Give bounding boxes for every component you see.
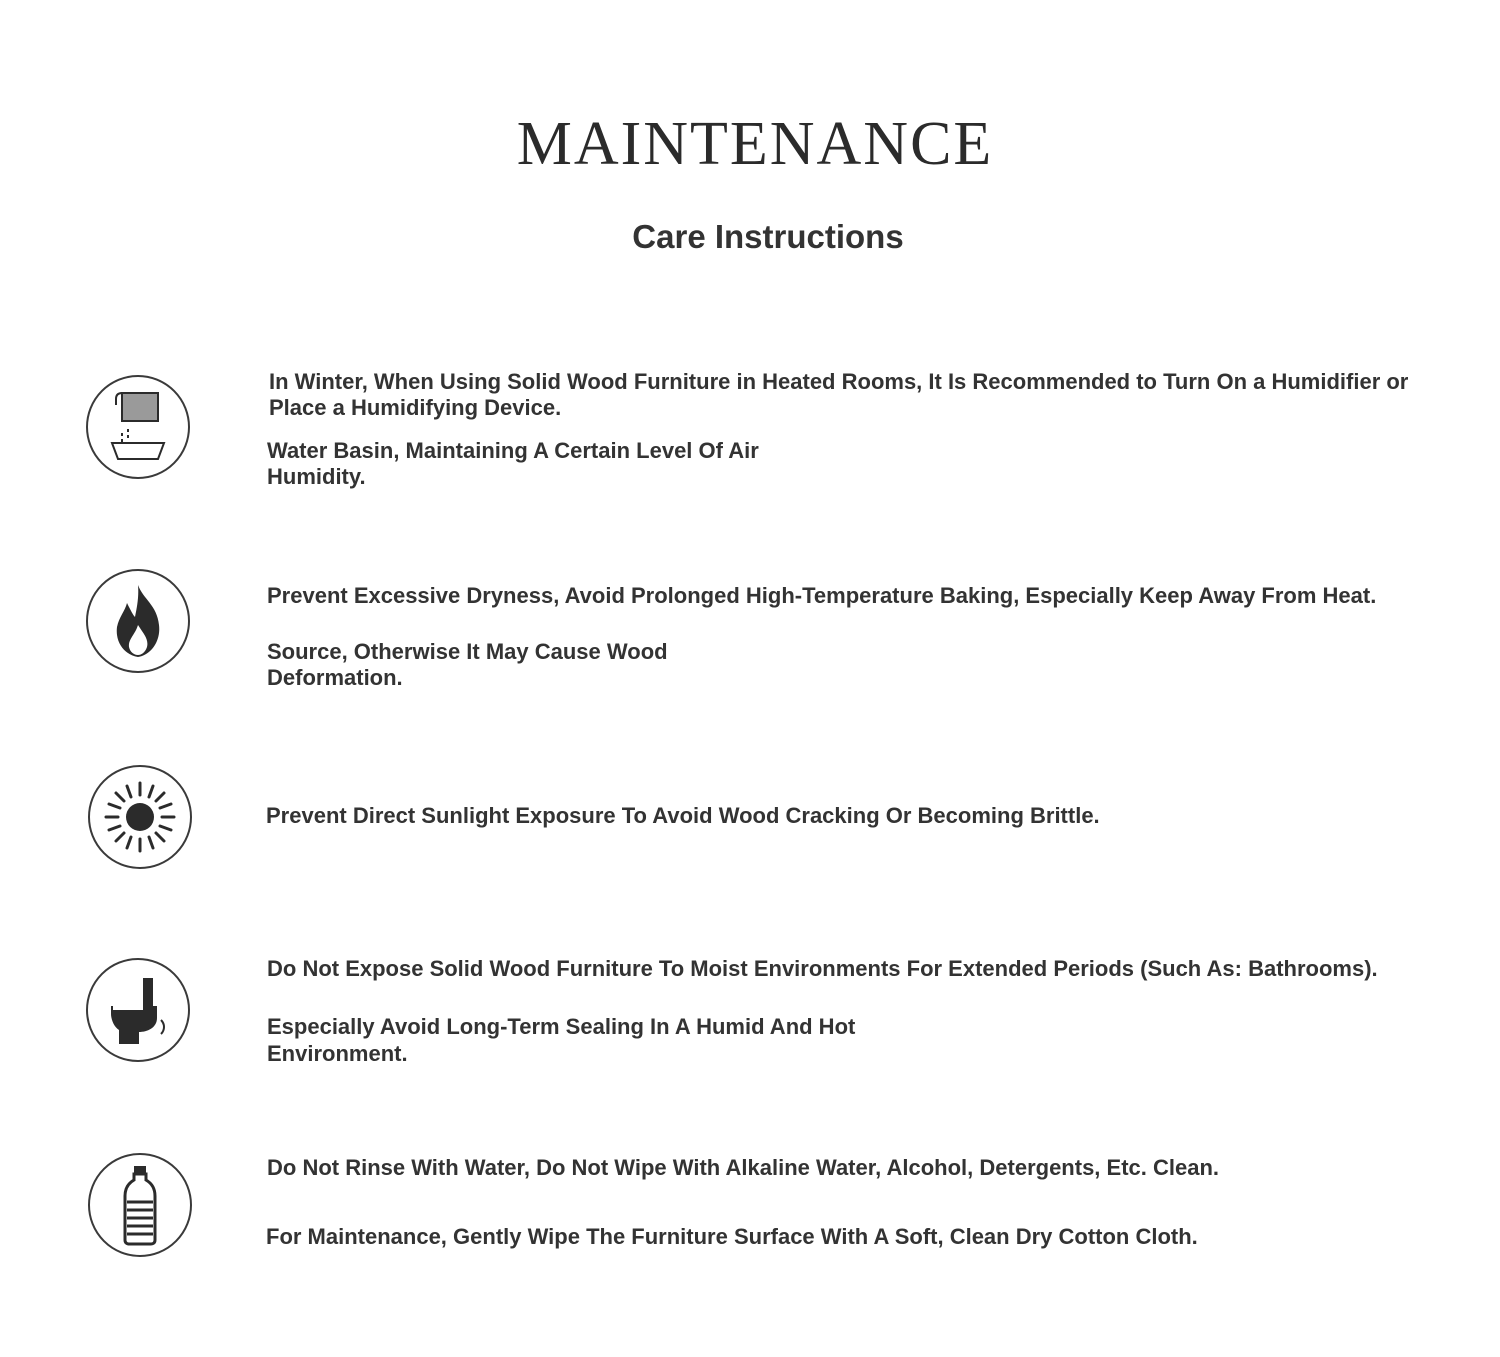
care-instructions-subtitle: Care Instructions — [632, 218, 904, 255]
toilet-icon — [86, 958, 190, 1062]
item-line: Water Basin, Maintaining A Certain Level Of Air — [267, 438, 759, 463]
item-line: In Winter, When Using Solid Wood Furniture in Heated Rooms, It Is Recommended to Turn On a Humidifier or — [269, 369, 1409, 394]
item-line: Environment. — [267, 1041, 408, 1066]
humidifier-icon — [86, 375, 190, 479]
item-line: Place a Humidifying Device. — [269, 395, 562, 420]
item-line: Do Not Rinse With Water, Do Not Wipe With Alkaline Water, Alcohol, Detergents, Etc. Clean. — [267, 1155, 1220, 1180]
item-line: Humidity. — [267, 464, 366, 489]
sun-icon — [88, 765, 192, 869]
item-line: Prevent Excessive Dryness, Avoid Prolonged High-Temperature Baking, Especially Keep Away From Heat. — [267, 583, 1377, 608]
item-line: For Maintenance, Gently Wipe The Furniture Surface With A Soft, Clean Dry Cotton Cloth. — [266, 1224, 1198, 1249]
item-line: Especially Avoid Long-Term Sealing In A Humid And Hot — [267, 1014, 856, 1039]
bottle-icon — [88, 1153, 192, 1257]
item-line: Do Not Expose Solid Wood Furniture To Moist Environments For Extended Periods (Such As: Bathrooms). — [267, 956, 1378, 981]
maintenance-title: MAINTENANCE — [516, 110, 994, 178]
item-line: Prevent Direct Sunlight Exposure To Avoid Wood Cracking Or Becoming Brittle. — [266, 803, 1100, 828]
item-line: Deformation. — [267, 665, 403, 690]
item-line: Source, Otherwise It May Cause Wood — [267, 639, 668, 664]
flame-icon — [86, 569, 190, 673]
